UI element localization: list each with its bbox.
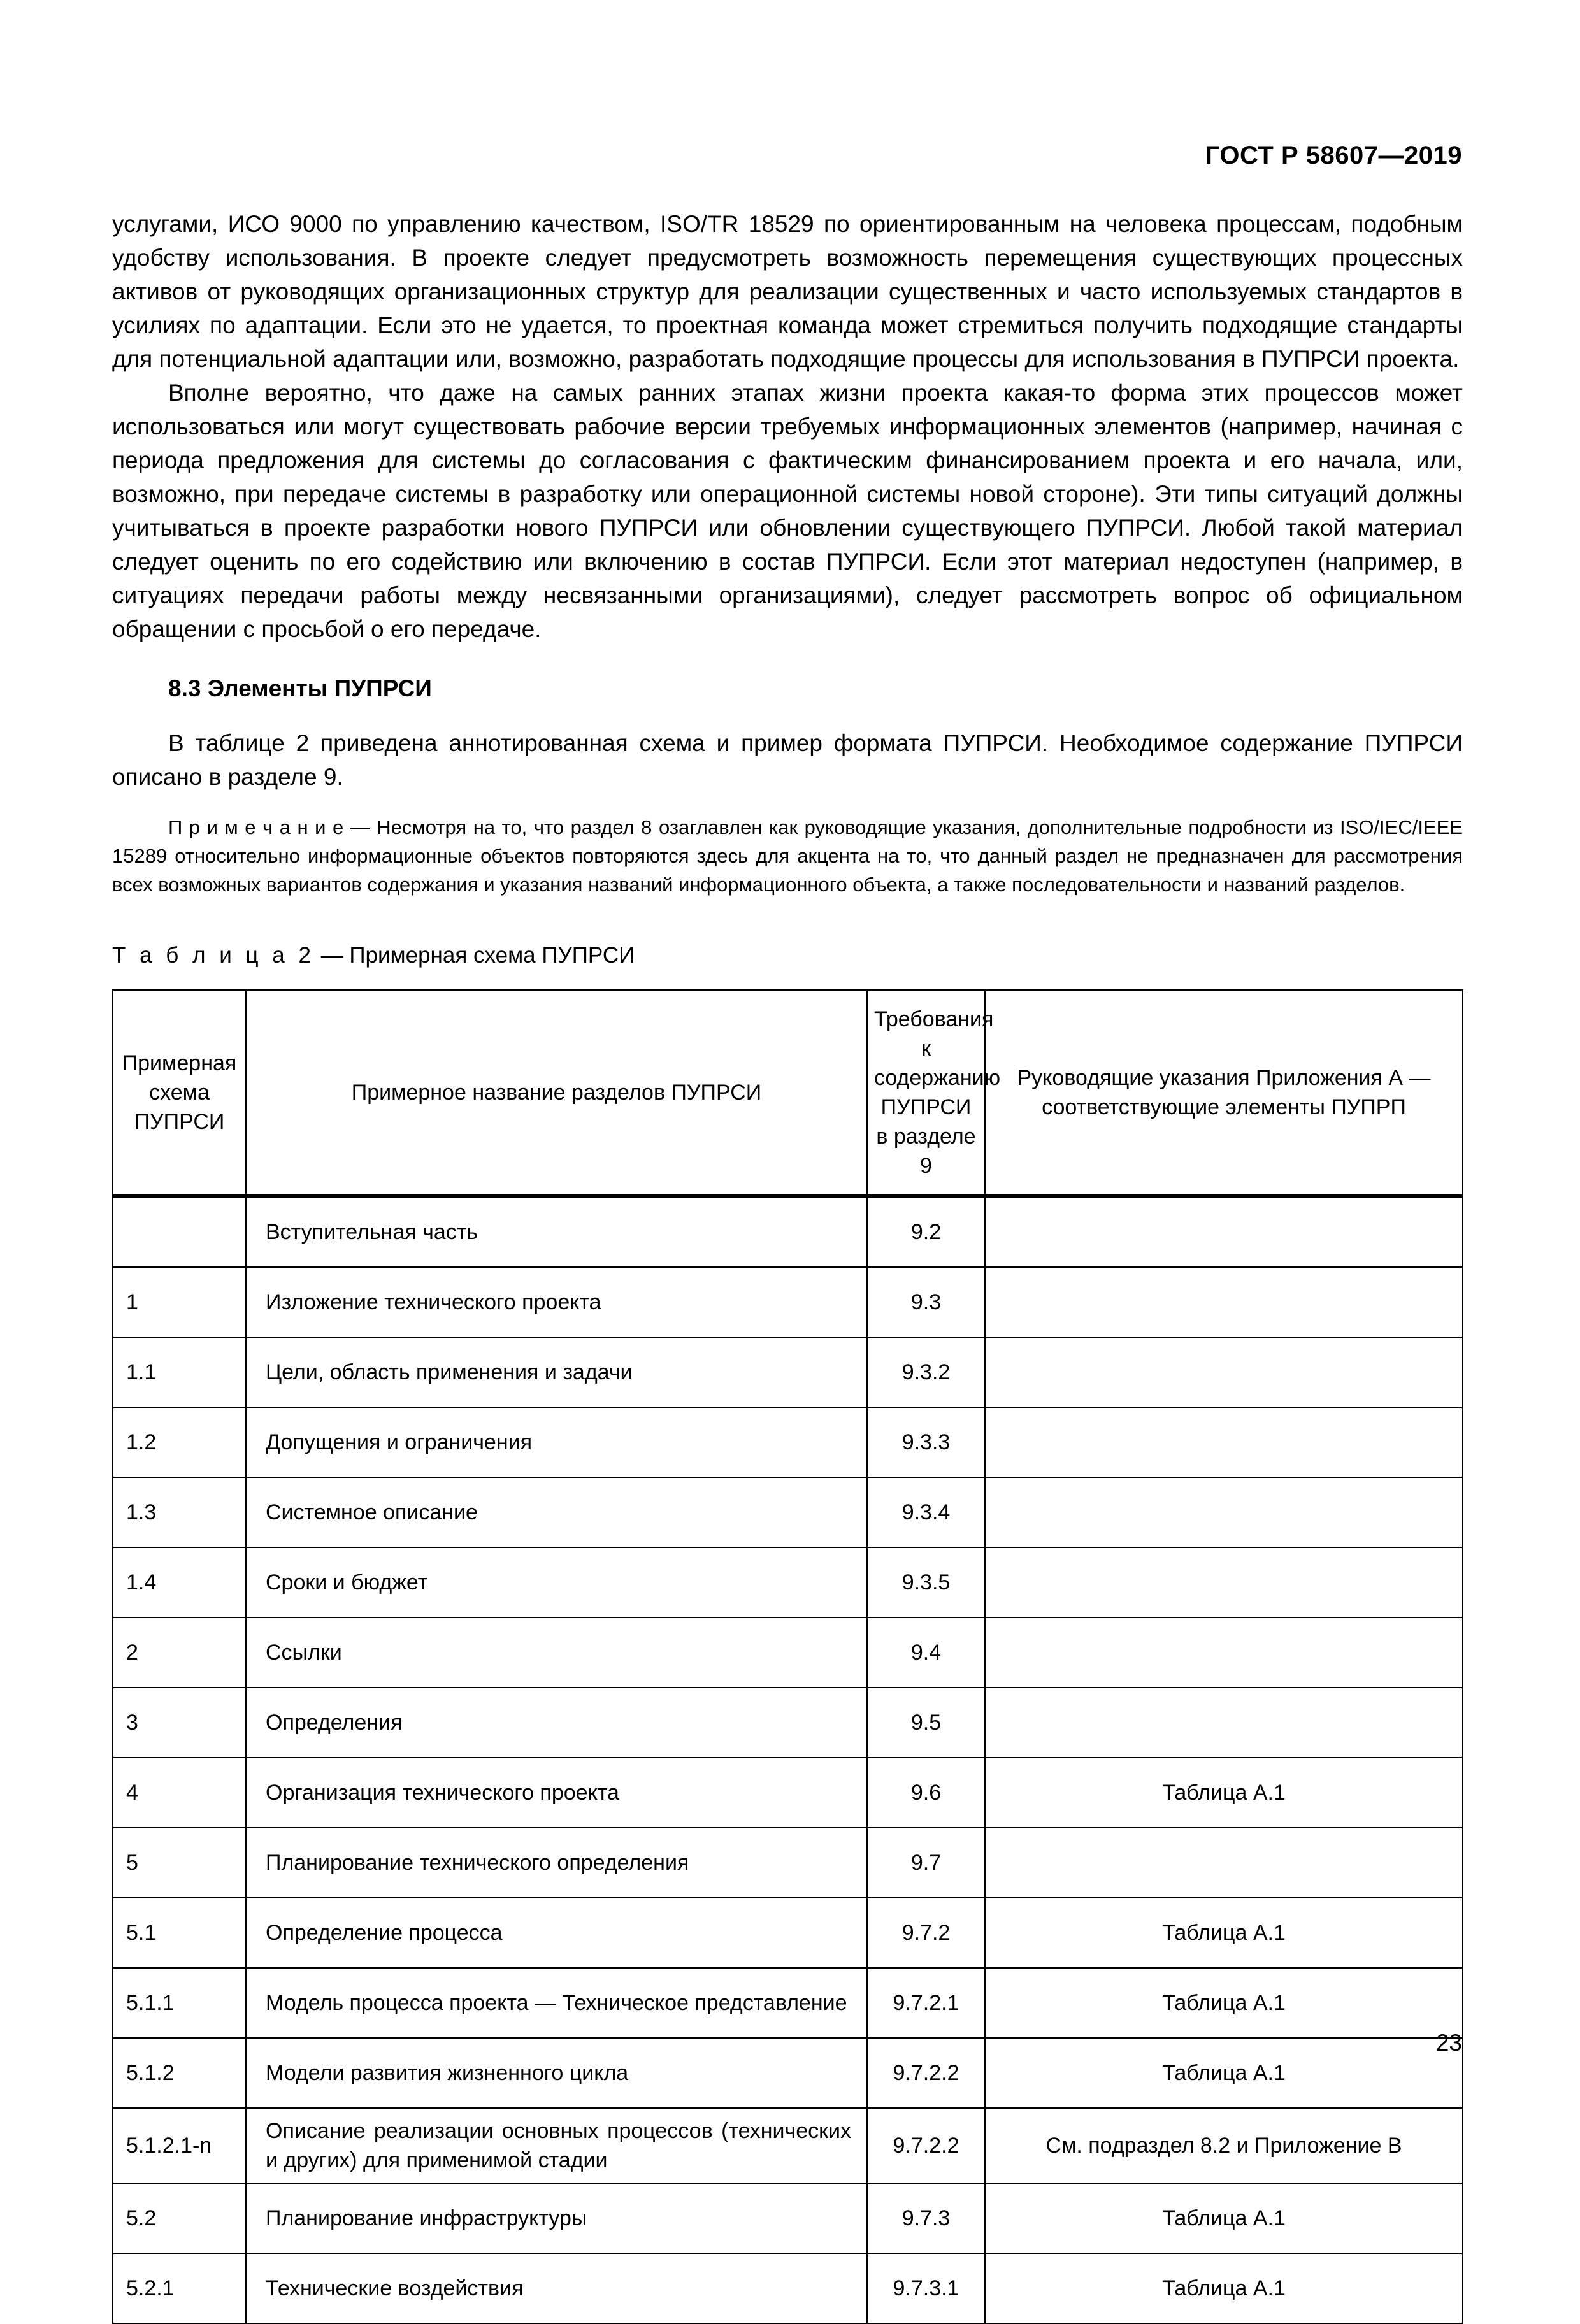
note-label: П р и м е ч а н и е [168, 816, 344, 838]
cell-guidance-ref [985, 1477, 1463, 1547]
cell-section-title: Технические воздействия [246, 2253, 867, 2323]
cell-scheme-number: 1 [113, 1267, 246, 1337]
table-head [113, 990, 1463, 1196]
cell-scheme-number: 5.2.1 [113, 2253, 246, 2323]
cell-requirement-ref: 9.6 [867, 1758, 985, 1828]
cell-guidance-ref: Таблица А.1 [985, 2038, 1463, 2108]
table-row [113, 1337, 1463, 1407]
table-row [113, 1407, 1463, 1477]
table-row [113, 1828, 1463, 1898]
cell-requirement-ref: 9.3 [867, 1267, 985, 1337]
cell-guidance-ref: Таблица А.1 [985, 1758, 1463, 1828]
note-block [112, 794, 1463, 899]
cell-guidance-ref: Таблица А.1 [985, 1898, 1463, 1968]
cell-scheme-number: 5.2 [113, 2183, 246, 2253]
table-caption-title: Примерная схема ПУПРСИ [349, 943, 635, 968]
section-heading-8-3: 8.3 Элементы ПУПРСИ [168, 675, 432, 701]
table-row [113, 1196, 1463, 1268]
table-row [113, 1477, 1463, 1547]
cell-guidance-ref [985, 1617, 1463, 1688]
column-header-section-name: Примерное название разделов ПУПРСИ [246, 990, 867, 1196]
note-text: Несмотря на то, что раздел 8 озаглавлен как руководящие указания, дополнительные подробности из ISO/IEC/IEEE 15289 относительно информационные объектов повторяются здесь для акцента на то, что данный раздел не предназначен для рассмотрения всех возможных вариантов содержания и указания названий информационного объекта, а также последовательности и названий разделов. [112, 816, 1463, 896]
cell-scheme-number: 3 [113, 1688, 246, 1758]
cell-section-title: Определения [246, 1688, 867, 1758]
cell-guidance-ref [985, 1337, 1463, 1407]
cell-requirement-ref: 9.7.2.1 [867, 1968, 985, 2038]
cell-section-title: Модель процесса проекта — Техническое представление [246, 1968, 867, 2038]
cell-guidance-ref [985, 1407, 1463, 1477]
cell-scheme-number: 1.4 [113, 1547, 246, 1617]
cell-scheme-number: 2 [113, 1617, 246, 1688]
cell-section-title: Ссылки [246, 1617, 867, 1688]
table-body [113, 1196, 1463, 2324]
cell-scheme-number: 1.2 [113, 1407, 246, 1477]
cell-requirement-ref: 9.7.2 [867, 1898, 985, 1968]
cell-guidance-ref [985, 1688, 1463, 1758]
cell-requirement-ref: 9.3.3 [867, 1407, 985, 1477]
cell-scheme-number: 5.1.2.1-n [113, 2108, 246, 2183]
cell-section-title: Системное описание [246, 1477, 867, 1547]
cell-guidance-ref [985, 1547, 1463, 1617]
cell-scheme-number: 1.1 [113, 1337, 246, 1407]
cell-section-title: Планирование инфраструктуры [246, 2183, 867, 2253]
cell-scheme-number: 1.3 [113, 1477, 246, 1547]
cell-scheme-number: 5 [113, 1828, 246, 1898]
page-content [112, 207, 1463, 2324]
schema-table [112, 989, 1463, 2324]
cell-requirement-ref: 9.7.3 [867, 2183, 985, 2253]
table-row [113, 2038, 1463, 2108]
cell-guidance-ref: Таблица А.1 [985, 2253, 1463, 2323]
table-caption-dash: — [314, 943, 350, 968]
cell-guidance-ref [985, 1196, 1463, 1268]
cell-requirement-ref: 9.2 [867, 1196, 985, 1268]
table-row [113, 1898, 1463, 1968]
cell-requirement-ref: 9.3.5 [867, 1547, 985, 1617]
cell-section-title: Цели, область применения и задачи [246, 1337, 867, 1407]
cell-scheme-number: 5.1.1 [113, 1968, 246, 2038]
cell-section-title: Модели развития жизненного цикла [246, 2038, 867, 2108]
cell-guidance-ref [985, 1267, 1463, 1337]
cell-requirement-ref: 9.7 [867, 1828, 985, 1898]
cell-guidance-ref: Таблица А.1 [985, 2183, 1463, 2253]
paragraph-process-versions: Вполне вероятно, что даже на самых ранних этапах жизни проекта какая-то форма этих процессов может использоваться или могут существовать рабочие версии требуемых информационных элементов (например, начиная с периода предложения для системы до согласования с фактическим финансированием проекта и его начала, или, возможно, при передаче системы в разработку или операционной системы новой стороне). Эти типы ситуаций должны учитываться в проекте разработки нового ПУПРСИ или обновлении существующего ПУПРСИ. Любой такой материал следует оценить по его содействию или включению в состав ПУПРСИ. Если этот материал недоступен (например, в ситуациях передачи работы между несвязанными организациями), следует рассмотреть вопрос об официальном обращении с просьбой о его передаче. [112, 380, 1463, 642]
cell-scheme-number: 5.1.2 [113, 2038, 246, 2108]
cell-guidance-ref: См. подраздел 8.2 и Приложение В [985, 2108, 1463, 2183]
cell-requirement-ref: 9.7.3.1 [867, 2253, 985, 2323]
cell-requirement-ref: 9.4 [867, 1617, 985, 1688]
paragraph-table-reference: В таблице 2 приведена аннотированная схема и пример формата ПУПРСИ. Необходимое содержание ПУПРСИ описано в разделе 9. [112, 730, 1463, 790]
page-number: 23 [1435, 2030, 1462, 2056]
table-row [113, 2183, 1463, 2253]
table-row [113, 1267, 1463, 1337]
running-header-standard-number: ГОСТ Р 58607—2019 [1205, 141, 1462, 169]
table-caption [112, 899, 1463, 989]
paragraph-continuation: услугами, ИСО 9000 по управлению качеством, ISO/TR 18529 по ориентированным на человека процессам, подобным удобству использования. В проекте следует предусмотреть возможность перемещения существующих процессных активов от руководящих организационных структур для реализации существенных и часто используемых стандартов в усилиях по адаптации. Если это не удается, то проектная команда может стремиться получить подходящие стандарты для потенциальной адаптации или, возможно, разработать подходящие процессы для использования в ПУПРСИ проекта. [112, 211, 1463, 372]
table-caption-label: Т а б л и ц а 2 [112, 943, 315, 968]
cell-section-title: Планирование технического определения [246, 1828, 867, 1898]
cell-guidance-ref [985, 1828, 1463, 1898]
cell-requirement-ref: 9.3.4 [867, 1477, 985, 1547]
cell-scheme-number: 4 [113, 1758, 246, 1828]
cell-section-title: Организация технического проекта [246, 1758, 867, 1828]
table-row [113, 2108, 1463, 2183]
table-row [113, 1547, 1463, 1617]
column-header-scheme: Примерная схема ПУПРСИ [113, 990, 246, 1196]
cell-requirement-ref: 9.7.2.2 [867, 2038, 985, 2108]
table-row [113, 1758, 1463, 1828]
cell-guidance-ref: Таблица А.1 [985, 1968, 1463, 2038]
cell-section-title: Сроки и бюджет [246, 1547, 867, 1617]
cell-requirement-ref: 9.7.2.2 [867, 2108, 985, 2183]
cell-requirement-ref: 9.3.2 [867, 1337, 985, 1407]
table-row [113, 1688, 1463, 1758]
cell-section-title: Определение процесса [246, 1898, 867, 1968]
cell-section-title: Вступительная часть [246, 1196, 867, 1268]
cell-section-title: Допущения и ограничения [246, 1407, 867, 1477]
column-header-requirements: Требования к содержанию ПУПРСИ в разделе 9 [867, 990, 985, 1196]
cell-requirement-ref: 9.5 [867, 1688, 985, 1758]
table-row [113, 1617, 1463, 1688]
column-header-guidance: Руководящие указания Приложения А — соответствующие элементы ПУПРП [985, 990, 1463, 1196]
cell-section-title: Описание реализации основных процессов (технических и других) для применимой стадии [246, 2108, 867, 2183]
table-header-row [113, 990, 1463, 1196]
cell-scheme-number [113, 1196, 246, 1268]
note-dash: — [343, 816, 377, 838]
cell-section-title: Изложение технического проекта [246, 1267, 867, 1337]
cell-scheme-number: 5.1 [113, 1898, 246, 1968]
table-row [113, 2253, 1463, 2323]
table-row [113, 1968, 1463, 2038]
